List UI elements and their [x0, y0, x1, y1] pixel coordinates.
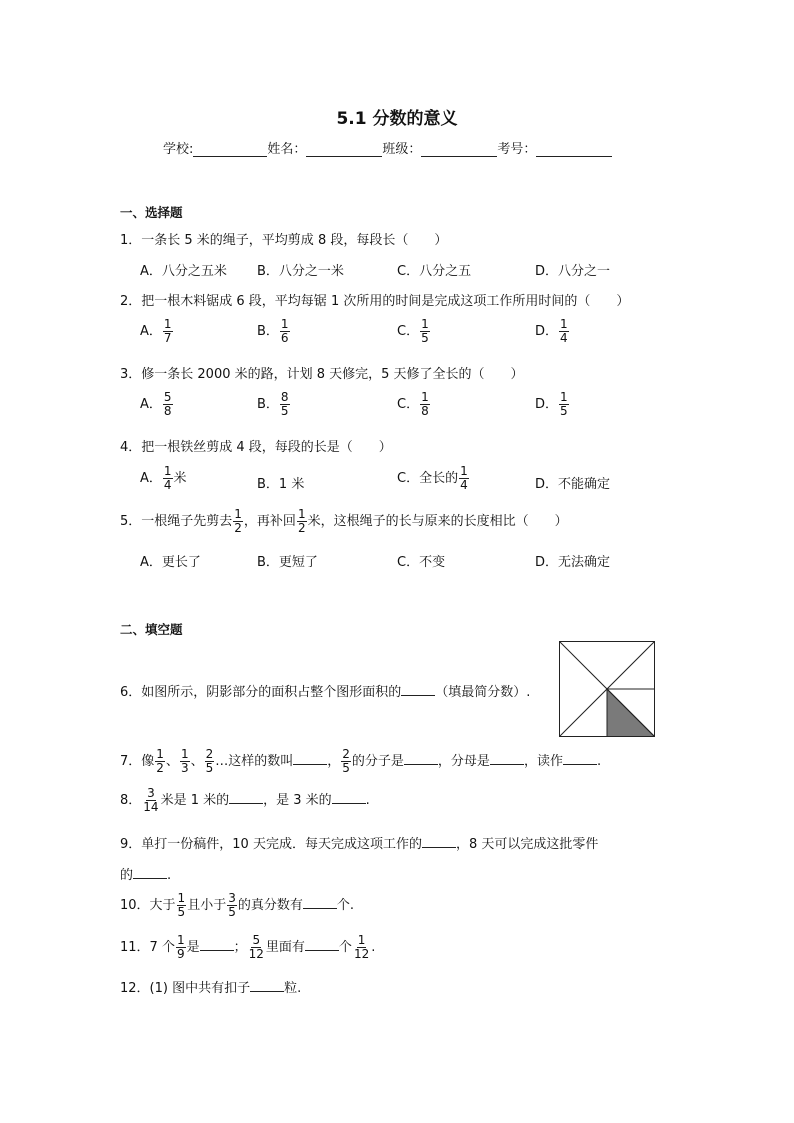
- q1-text: 1．一条长 5 米的绳子，平均剪成 8 段，每段长（ ）: [120, 233, 448, 248]
- option-letter: C．: [397, 397, 420, 412]
- q9-text-line1: 9．单打一份稿件，10 天完成．每天完成这项工作的 ，8 天可以完成这批零件: [120, 837, 599, 852]
- q2-option-d[interactable]: [535, 318, 570, 345]
- option-letter: A．: [140, 324, 162, 339]
- fraction: $\frac{5}{12}$: [248, 933, 264, 961]
- fraction: $\frac{2}{5}$: [205, 747, 214, 775]
- q1-option-c[interactable]: C．八分之五: [397, 264, 472, 279]
- fraction: $\frac{8}{5}$: [280, 390, 289, 418]
- answer-blank[interactable]: [332, 791, 366, 804]
- q5-option-d[interactable]: D．无法确定: [535, 555, 611, 570]
- q3-option-a[interactable]: [140, 391, 174, 418]
- fraction: $\frac{1}{8}$: [421, 390, 429, 418]
- fraction: $\frac{5}{8}$: [163, 390, 172, 418]
- option-letter: B．: [257, 397, 279, 412]
- q2-option-a[interactable]: [140, 318, 174, 345]
- fraction: $\frac{1}{5}$: [560, 390, 568, 418]
- q7-text: 7．像 $\frac{1}{2}$ 、 $\frac{1}{3}$ 、 $\frac{2}{5}$ …这样的数叫 ， $\frac{2}{5}$ 的分子是 ，分母是 ，读作 .: [120, 747, 602, 775]
- answer-blank[interactable]: [422, 835, 456, 848]
- q4-option-c[interactable]: [397, 465, 470, 492]
- q9-text-line2: 的 .: [120, 868, 172, 883]
- fraction: $\frac{3}{5}$: [228, 891, 236, 919]
- option-letter: B．: [257, 324, 279, 339]
- fraction: $\frac{1}{2}$: [156, 747, 164, 775]
- answer-blank[interactable]: [404, 752, 438, 765]
- page-title: 5.1 分数的意义: [336, 109, 458, 129]
- answer-blank[interactable]: [229, 791, 263, 804]
- fraction: $\frac{1}{5}$: [421, 317, 429, 345]
- fraction: $\frac{1}{4}$: [560, 317, 568, 345]
- q5-option-a[interactable]: A．更长了: [140, 555, 201, 570]
- q4-text: 4．把一根铁丝剪成 4 段，每段的长是（ ）: [120, 440, 392, 455]
- class-label: 班级：: [382, 142, 422, 157]
- answer-blank[interactable]: [490, 752, 524, 765]
- student-info-line: [163, 138, 612, 157]
- q12-text: 12．(1) 图中共有扣子 粒.: [120, 981, 302, 996]
- q6-figure: [559, 641, 655, 737]
- fraction: $\frac{1}{4}$: [460, 464, 468, 492]
- answer-blank[interactable]: [303, 896, 337, 909]
- q3-option-d[interactable]: [535, 391, 570, 418]
- option-letter: D．: [535, 324, 559, 339]
- option-letter: C．: [397, 324, 420, 339]
- fraction: $\frac{1}{6}$: [280, 317, 289, 345]
- option-letter: A．: [140, 471, 162, 486]
- fraction: $\frac{1}{2}$: [234, 507, 242, 535]
- q2-option-c[interactable]: [397, 318, 431, 345]
- q3-option-c[interactable]: [397, 391, 431, 418]
- q5-option-c[interactable]: C．不变: [397, 555, 446, 570]
- q8-text: 8． $\frac{3}{14}$ 米是 1 米的 ，是 3 米的 .: [120, 786, 370, 814]
- fraction: $\frac{3}{14}$: [143, 786, 159, 814]
- q1-option-d[interactable]: D．八分之一: [535, 264, 611, 279]
- fraction: $\frac{1}{4}$: [163, 464, 172, 492]
- answer-blank[interactable]: [305, 938, 339, 951]
- answer-blank[interactable]: [133, 866, 167, 879]
- q4-option-b[interactable]: B．1 米: [257, 477, 305, 492]
- q6-text: 6．如图所示，阴影部分的面积占整个图形面积的 （填最简分数）.: [120, 685, 531, 700]
- fraction: $\frac{1}{2}$: [297, 507, 306, 535]
- answer-blank[interactable]: [250, 979, 284, 992]
- q4-option-a[interactable]: [140, 465, 187, 492]
- class-blank[interactable]: [421, 142, 497, 157]
- answer-blank[interactable]: [401, 683, 435, 696]
- q4-option-d[interactable]: D．不能确定: [535, 477, 611, 492]
- section-choice-heading: 一、选择题: [120, 205, 183, 220]
- option-letter: A．: [140, 397, 162, 412]
- unit-label: 米: [173, 471, 187, 486]
- q5-text: 5．一根绳子先剪去 $\frac{1}{2}$ ，再补回 $\frac{1}{2}$ 米，这根绳子的长与原来的长度相比（ ）: [120, 507, 568, 535]
- fraction: $\frac{1}{3}$: [180, 747, 189, 775]
- fraction: $\frac{1}{12}$: [353, 933, 370, 961]
- option-letter: D．: [535, 397, 559, 412]
- exam-no-blank[interactable]: [536, 142, 612, 157]
- exam-no-label: 考号：: [497, 142, 537, 157]
- fraction: $\frac{1}{7}$: [163, 317, 172, 345]
- q11-text: 11．7 个 $\frac{1}{9}$ 是 ； $\frac{5}{12}$ 里面有 个 $\frac{1}{12}$ .: [120, 933, 376, 961]
- name-label: 姓名：: [267, 142, 307, 157]
- fraction: $\frac{1}{9}$: [176, 933, 185, 961]
- q3-option-b[interactable]: [257, 391, 291, 418]
- option-letter: C．全长的: [397, 471, 459, 486]
- answer-blank[interactable]: [200, 938, 234, 951]
- q1-option-a[interactable]: A．八分之五米: [140, 264, 227, 279]
- q5-option-b[interactable]: B．更短了: [257, 555, 318, 570]
- q2-option-b[interactable]: [257, 318, 291, 345]
- q3-text: 3．修一条长 2000 米的路，计划 8 天修完，5 天修了全长的（ ）: [120, 367, 524, 382]
- answer-blank[interactable]: [293, 752, 327, 765]
- answer-blank[interactable]: [563, 752, 597, 765]
- name-blank[interactable]: [306, 142, 382, 157]
- fraction: $\frac{2}{5}$: [342, 747, 350, 775]
- section-fill-heading: 二、填空题: [120, 622, 183, 637]
- school-blank[interactable]: [193, 142, 267, 157]
- q10-text: 10．大于 $\frac{1}{5}$ 且小于 $\frac{3}{5}$ 的真分数有 个.: [120, 891, 354, 919]
- q1-option-b[interactable]: B．八分之一米: [257, 264, 344, 279]
- fraction: $\frac{1}{5}$: [177, 891, 186, 919]
- q2-text: 2．把一根木料锯成 6 段，平均每锯 1 次所用的时间是完成这项工作所用时间的（ ）: [120, 294, 630, 309]
- school-label: 学校:: [163, 142, 194, 157]
